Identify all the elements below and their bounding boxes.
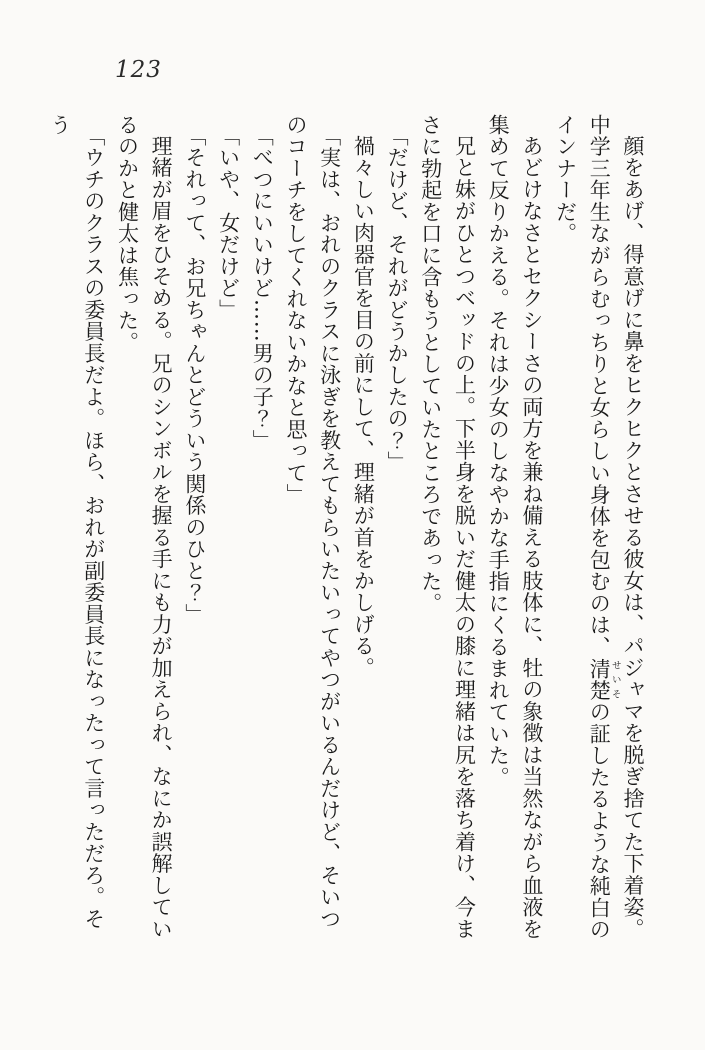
paragraph-dialogue: 「実は、おれのクラスに泳ぎを教えてもらいたいってやつがいるんだけど、そいつのコーチをしてくれないかなと思って」 [283,114,342,930]
paragraph-narrative: 理緒が眉をひそめる。兄のシンボルを握る手にも力が加えられ、なにか誤解しているのかと健太は焦った。 [115,114,174,940]
paragraph-narrative: 顔をあげ、得意げに鼻をヒクヒクとさせる彼女は、パジャマを脱ぎ捨てた下着姿。中学三年生ながらむっちりと女らしい身体を包むのは、清楚せいその証したるような純白のインナーだ。 [553,114,645,941]
paragraph-narrative: 兄と妹がひとつベッドの上。下半身を脱いだ健太の膝に理緒は尻を落ち着け、今まさに勃起を口に含もうとしていたところであった。 [418,114,477,940]
text-block [42,114,649,944]
paragraph-dialogue: 「だけど、それがどうかしたの？」 [385,124,410,473]
ruby-annotated-word: 清楚せいそ [587,657,621,702]
paragraph-dialogue: 「いや、女だけど」 [216,124,241,321]
paragraph-dialogue: 「それって、お兄ちゃんとどういう関係のひと？」 [182,124,207,625]
paragraph-dialogue: 「べつにいいけど……男の子？」 [250,124,275,451]
paragraph-narrative: 禍々しい肉器官を目の前にして、理緒が首をかしげる。 [351,135,376,679]
page-number: 123 [115,57,162,83]
paragraph-dialogue: 「ウチのクラスの委員長だよ。ほら、おれが副委員長になったって言っただろ。そう [48,114,106,930]
paragraph-narrative: あどけなさとセクシーさの両方を兼ね備える肢体に、牡の象徴は当然ながら血液を集めて反りかえる。それは少女のしなやかな手指にくるまれていた。 [486,114,544,940]
